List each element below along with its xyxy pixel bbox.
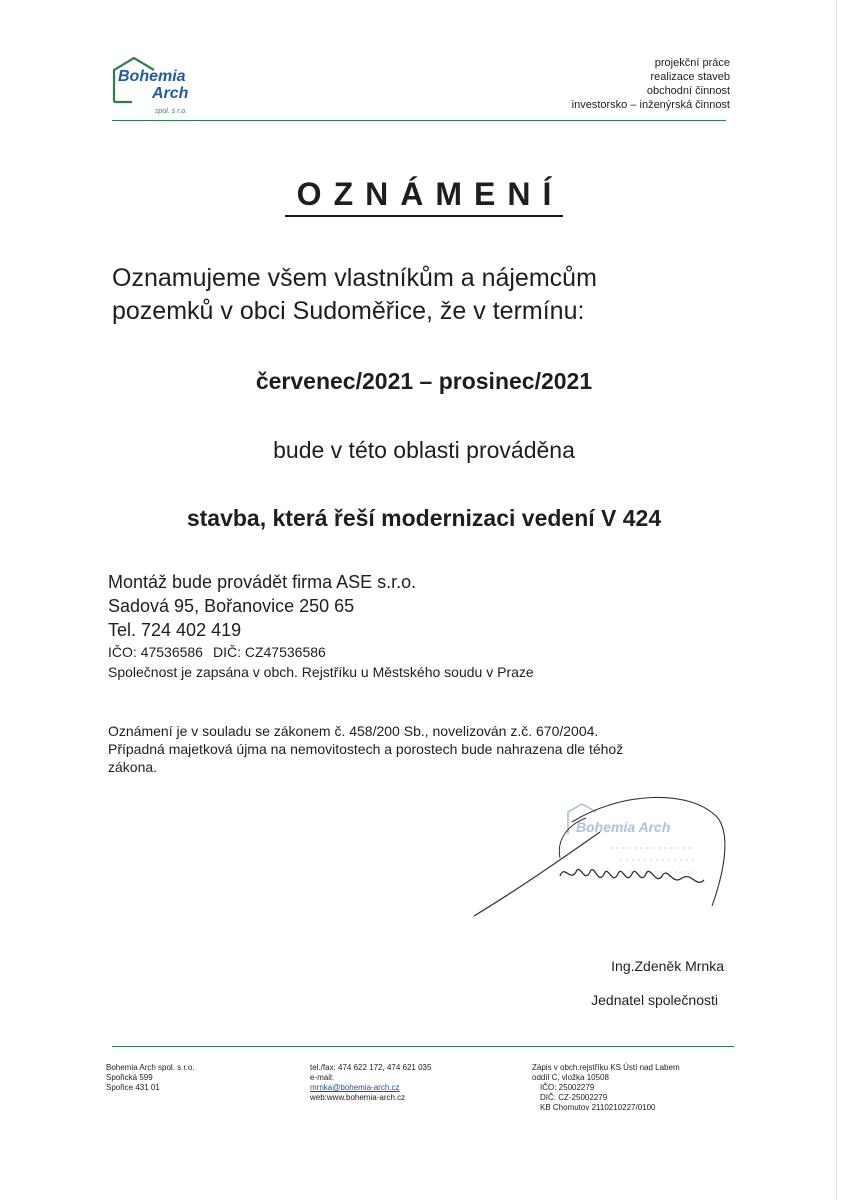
footer-company (106, 1063, 195, 1093)
logo-line-1: Bohemia (118, 68, 186, 85)
footer-email-label: e-mail: (310, 1073, 335, 1082)
contractor-info (108, 570, 534, 682)
contractor-address: Sadová 95, Bořanovice 250 65 (108, 596, 355, 616)
footer-email-link[interactable]: mrnka@bohemia-arch.cz (310, 1083, 400, 1092)
footer-contact (310, 1063, 431, 1103)
intro-line-2: pozemků v obci Sudoměřice, že v termínu: (112, 297, 585, 325)
intro-text (112, 262, 597, 328)
signature-drawing (460, 788, 740, 928)
intro-line-1: Oznamujeme všem vlastníkům a nájemcům (112, 264, 597, 292)
signer-role: Jednatel společnosti (591, 992, 718, 1008)
time-period: červenec/2021 – prosinec/2021 (255, 368, 593, 394)
service-item: obchodní činnost (646, 85, 730, 97)
page-edge (836, 0, 837, 1200)
signer-name: Ing.Zdeněk Mrnka (611, 958, 724, 974)
contractor-ico: IČO: 47536586 (108, 644, 203, 660)
footer-line: Spořice 431 01 (106, 1083, 160, 1092)
service-item: projekční práce (654, 57, 730, 69)
legal-line-2: Případná majetková újma na nemovitostech a porostech bude nahrazena dle téhož (108, 741, 624, 757)
footer-line: KB Chomutov 2110210227/0100 (540, 1103, 656, 1112)
legal-note (108, 722, 728, 776)
notice-title (0, 176, 848, 213)
notice-title-text: OZNÁMENÍ (285, 176, 564, 217)
construction-description: stavba, která řeší modernizaci vedení V 424 (186, 505, 662, 531)
service-item: realizace staveb (650, 71, 730, 83)
logo-line-2: Arch (152, 85, 189, 102)
contractor-ids (108, 642, 534, 662)
footer-line: Zápis v obch.rejstříku KS Ústí nad Labem (532, 1063, 680, 1072)
footer-divider (112, 1046, 734, 1047)
service-item: investorsko – inženýrská činnost (571, 99, 730, 111)
footer-line: IČO: 25002279 (540, 1083, 595, 1092)
signature-stamp (460, 788, 740, 928)
contractor-registry: Společnost je zapsána v obch. Rejstříku u Městského soudu v Praze (108, 664, 534, 680)
contractor-phone: Tel. 724 402 419 (108, 620, 242, 640)
contractor-dic: DIČ: CZ47536586 (212, 644, 326, 660)
will-be-text: bude v této oblasti prováděna (273, 437, 575, 463)
footer-web[interactable]: web:www.bohemia-arch.cz (310, 1093, 406, 1102)
footer-registry (532, 1063, 680, 1113)
legal-line-3: zákona. (108, 759, 158, 775)
logo-wordmark (118, 68, 188, 102)
footer-telfax: tel./fax: 474 622 172, 474 621 035 (310, 1063, 432, 1072)
legal-line-1: Oznámení je v souladu se zákonem č. 458/200 Sb., novelizován z.č. 670/2004. (108, 723, 599, 739)
footer-line: Spořická 599 (106, 1073, 153, 1082)
stamp-text: Bohemia Arch (576, 819, 671, 835)
footer-email-line (310, 1073, 431, 1093)
header-divider (112, 120, 726, 121)
footer-line: Bohemia Arch spol. s r.o. (106, 1063, 195, 1072)
logo-subtitle: spol. s r.o. (155, 108, 188, 115)
footer-line: oddíl C, vložka 10508 (532, 1073, 609, 1082)
services-list (572, 56, 730, 112)
footer-line: DIČ: CZ-25002279 (540, 1093, 608, 1102)
company-logo (110, 56, 220, 126)
contractor-line: Montáž bude provádět firma ASE s.r.o. (108, 572, 417, 592)
